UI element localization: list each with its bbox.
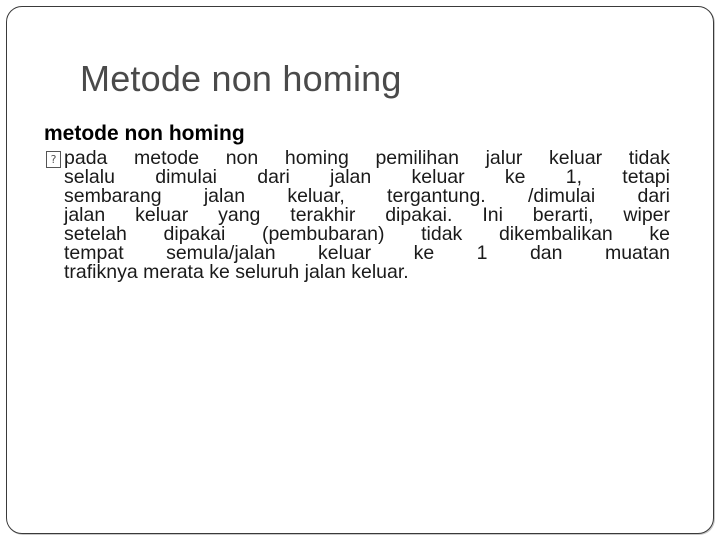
bullet-line: setelah dipakai (pembubaran) tidak dikembalikan ke [64,223,670,245]
bullet-line: tempat semula/jalan keluar ke 1 dan muatan [64,242,670,264]
bullet-line: sembarang jalan keluar, tergantung. /dimulai dari [64,185,670,207]
subheading: metode non homing [44,122,245,145]
bullet-line: jalan keluar yang terakhir dipakai. Ini berarti, wiper [64,204,670,226]
slide-title: Metode non homing [80,58,402,99]
bullet-line: selalu dimulai dari jalan keluar ke 1, tetapi [64,166,670,188]
bullet-line: trafiknya merata ke seluruh jalan keluar. [64,261,409,283]
missing-glyph-box-icon: ? [46,151,61,168]
bullet-line: pada metode non homing pemilihan jalur keluar tidak [64,147,670,169]
